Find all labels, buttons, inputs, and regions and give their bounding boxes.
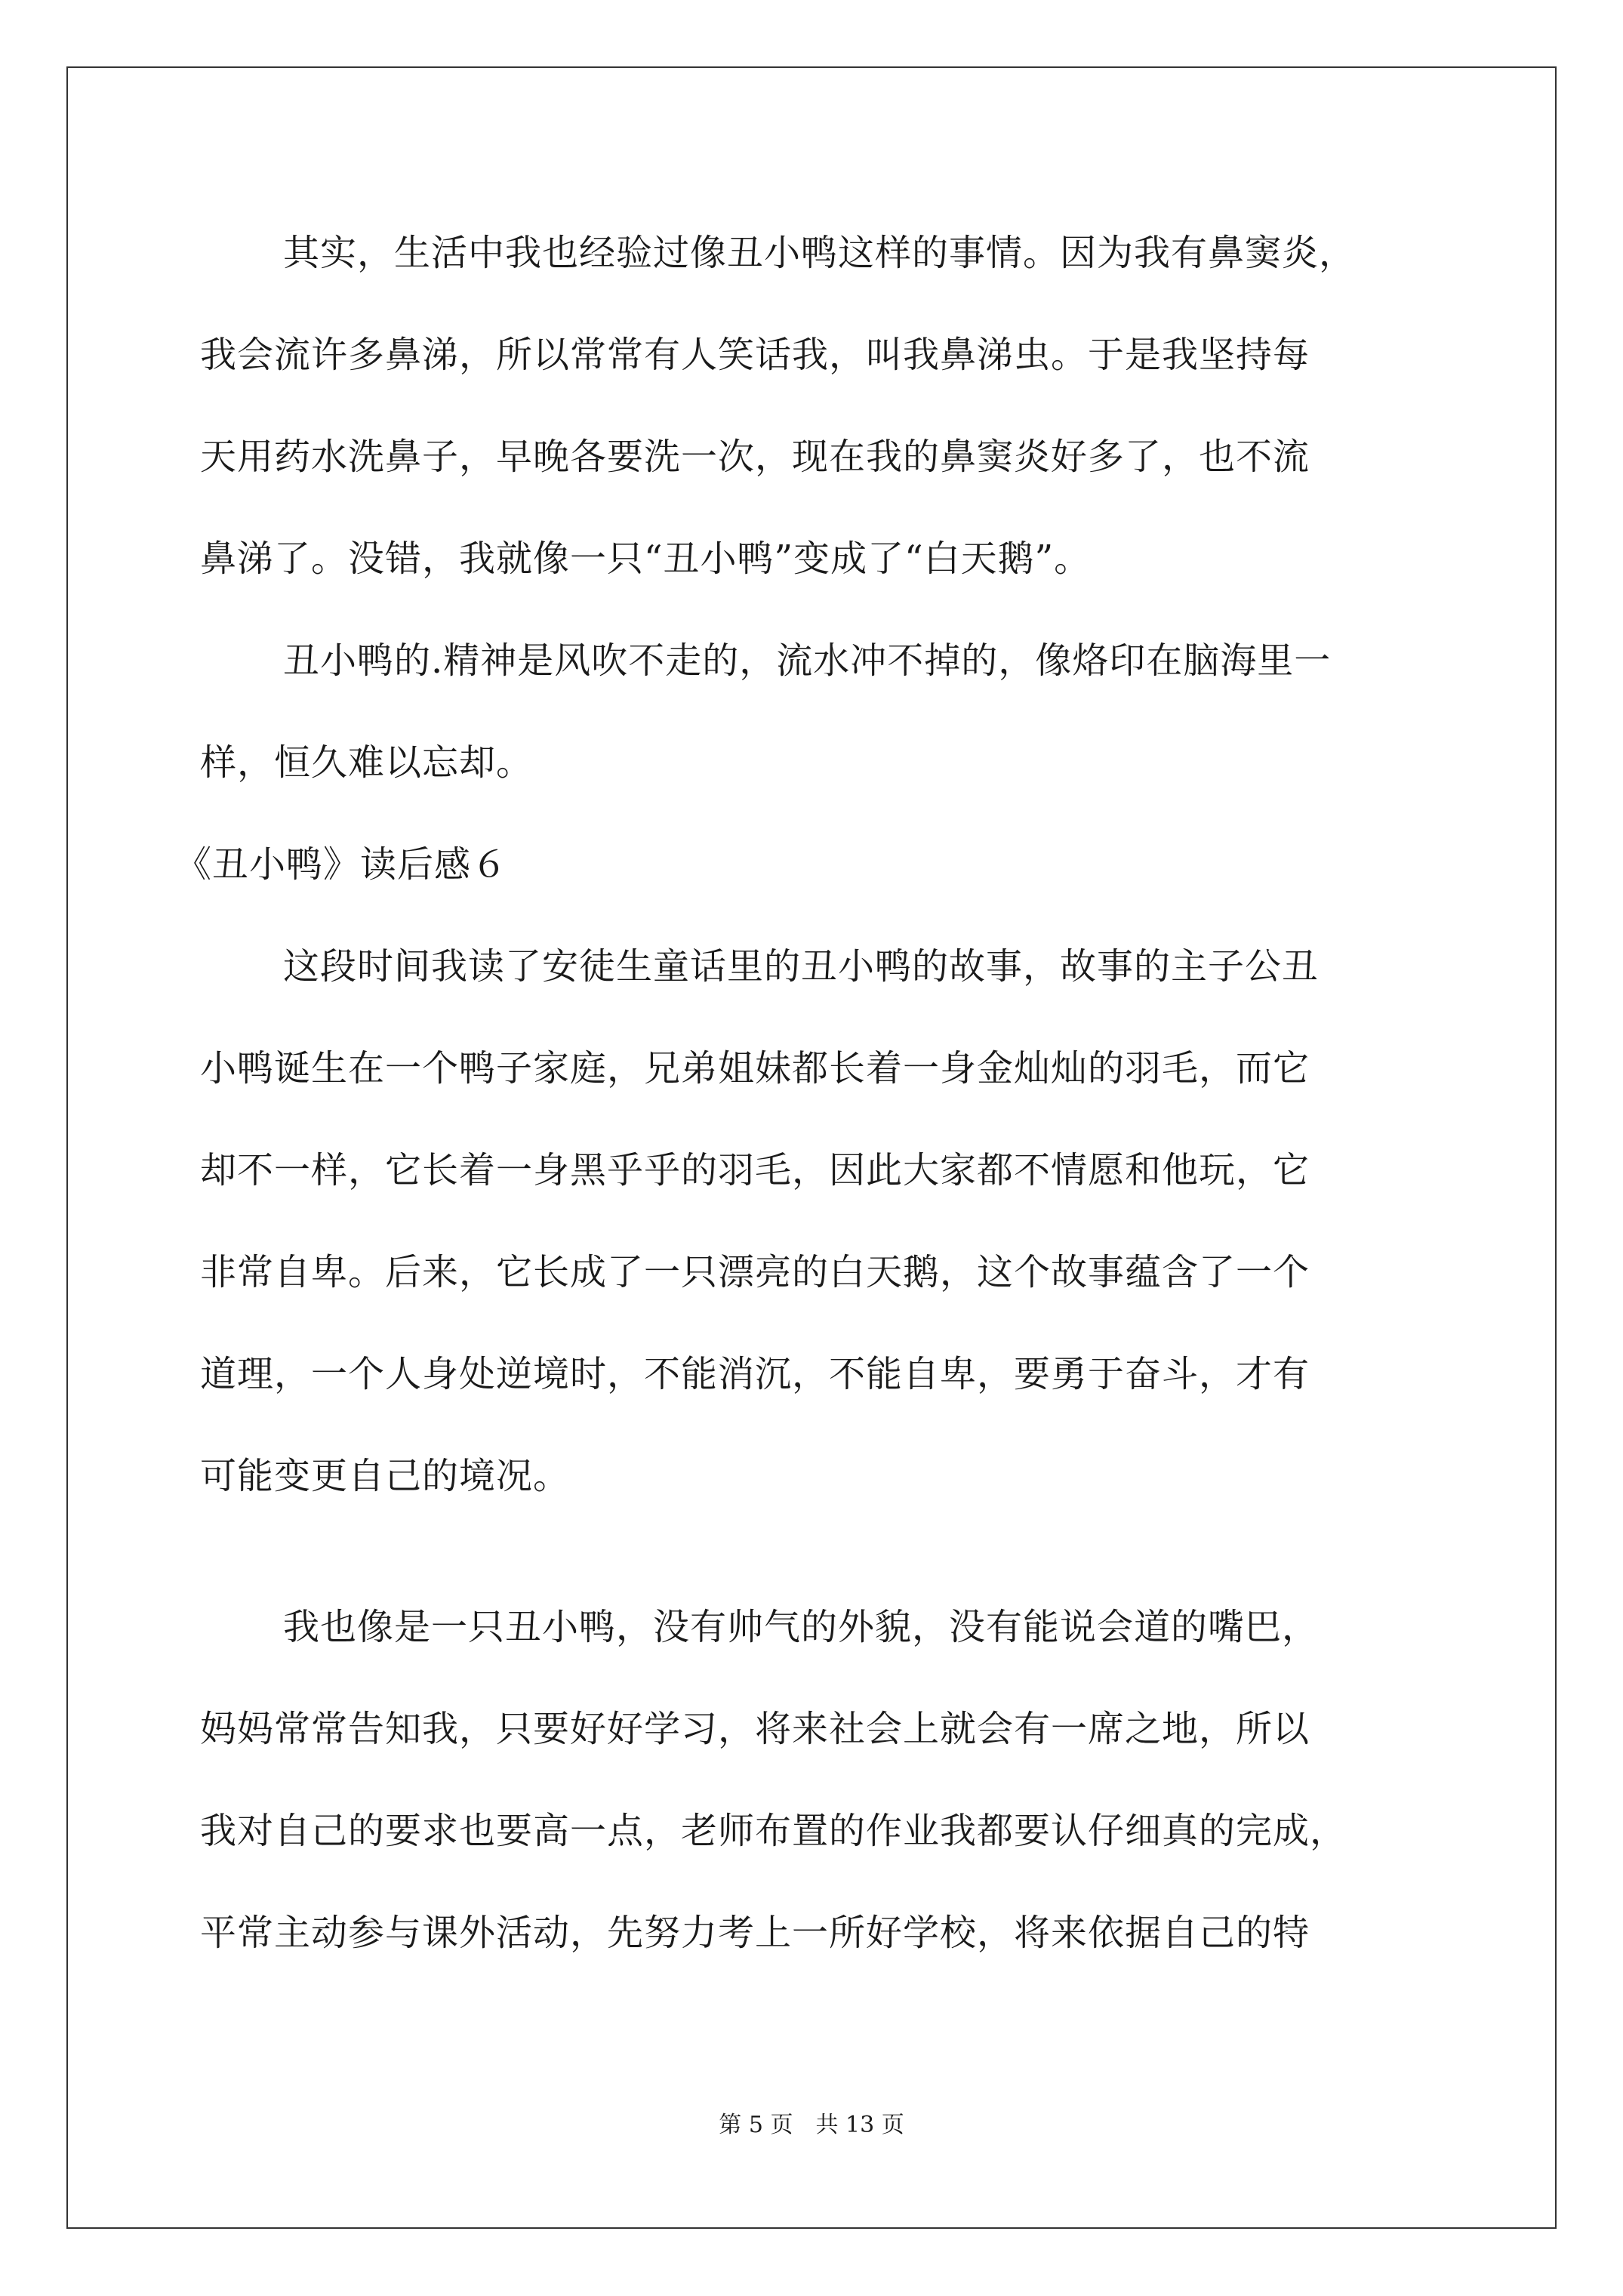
paragraph-line: 这段时间我读了安徒生童话里的丑小鸭的故事，故事的主子公丑 [283, 945, 1320, 988]
paragraph-line: 我也像是一只丑小鸭，没有帅气的外貌，没有能说会道的嘴巴， [283, 1606, 1320, 1648]
paragraph-line: 样，恒久难以忘却。 [200, 741, 534, 784]
paragraph-line: 非常自卑。后来，它长成了一只漂亮的白天鹅，这个故事蕴含了一个 [200, 1251, 1310, 1293]
paragraph-line: 妈妈常常告知我，只要好好学习，将来社会上就会有一席之地，所以 [200, 1708, 1310, 1750]
paragraph-line: 我会流许多鼻涕，所以常常有人笑话我，叫我鼻涕虫。于是我坚持每 [200, 334, 1310, 376]
paragraph-line: 鼻涕了。没错，我就像一只“丑小鸭”变成了“白天鹅”。 [200, 538, 1092, 580]
paragraph-line: 却不一样，它长着一身黑乎乎的羽毛，因此大家都不情愿和他玩，它 [200, 1149, 1310, 1191]
paragraph-line: 丑小鸭的.精神是风吹不走的，流水冲不掉的，像烙印在脑海里一 [283, 639, 1332, 682]
page-number: 第 5 页 共 13 页 [719, 2112, 904, 2138]
paragraph-line: 其实，生活中我也经验过像丑小鸭这样的事情。因为我有鼻窦炎， [283, 232, 1357, 274]
paragraph-line: 天用药水洗鼻子，早晚各要洗一次，现在我的鼻窦炎好多了，也不流 [200, 436, 1310, 478]
paragraph-line: 小鸭诞生在一个鸭子家庭，兄弟姐妹都长着一身金灿灿的羽毛，而它 [200, 1047, 1310, 1089]
paragraph-line: 可能变更自己的境况。 [200, 1455, 571, 1497]
section-heading: 《丑小鸭》读后感６ [175, 843, 509, 886]
paragraph-line: 道理，一个人身处逆境时，不能消沉，不能自卑，要勇于奋斗，才有 [200, 1353, 1310, 1395]
paragraph-line: 平常主动参与课外活动，先努力考上一所好学校，将来依据自己的特 [200, 1912, 1310, 1954]
paragraph-line: 我对自己的要求也要高一点，老师布置的作业我都要认仔细真的完成， [200, 1810, 1347, 1852]
